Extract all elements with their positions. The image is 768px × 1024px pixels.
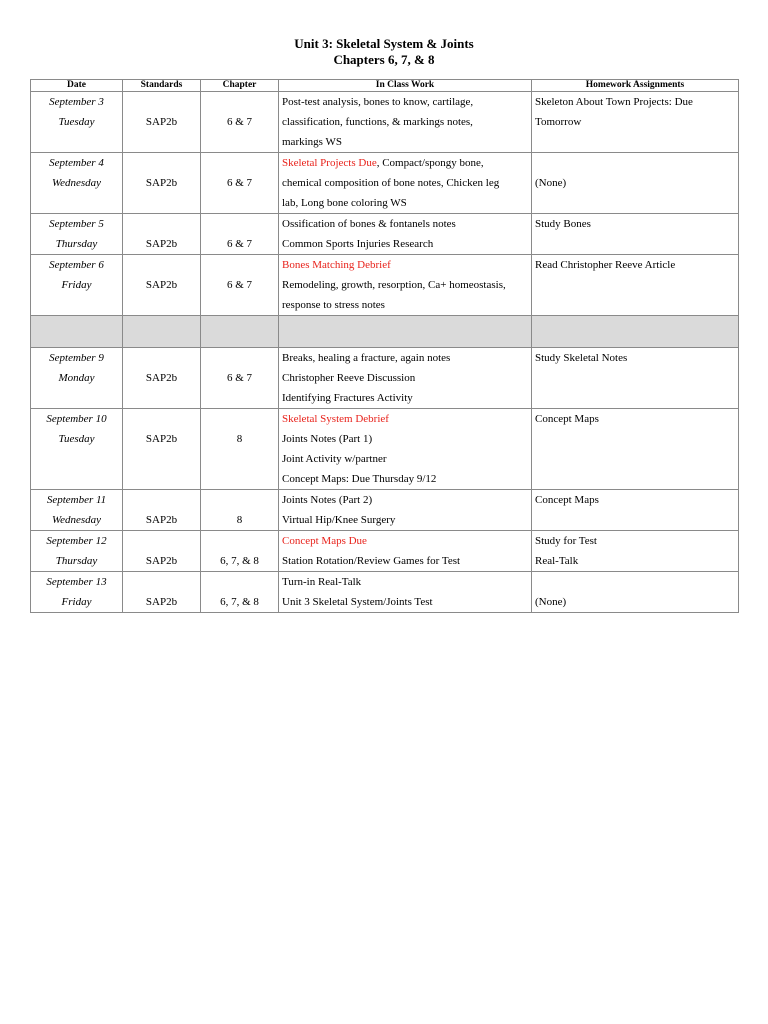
date-text: September 4	[49, 157, 104, 169]
classwork-cell	[279, 409, 532, 490]
chapter-cell	[201, 572, 279, 613]
weekday-text: Wednesday	[51, 177, 102, 189]
chapter-cell	[201, 153, 279, 214]
blank-cell	[532, 316, 739, 348]
chapter-cell	[201, 490, 279, 531]
weekday-text: Wednesday	[51, 514, 102, 526]
chapter-cell	[201, 531, 279, 572]
header-row	[31, 80, 739, 92]
classwork-cell	[279, 153, 532, 214]
table-row	[31, 409, 739, 490]
chapter-text: 6 & 7	[226, 372, 253, 384]
chapter-cell	[201, 255, 279, 316]
homework-text: Skeleton About Town Projects: Due	[535, 96, 693, 108]
chapter-cell	[201, 348, 279, 409]
blank-cell	[123, 316, 201, 348]
classwork-line	[282, 531, 528, 551]
chapter-cell	[201, 409, 279, 490]
classwork-line	[282, 193, 528, 213]
classwork-cell	[279, 92, 532, 153]
table-row	[31, 490, 739, 531]
classwork-line	[282, 275, 528, 295]
classwork-text: Christopher Reeve Discussion	[282, 372, 416, 384]
spacer	[204, 92, 275, 112]
standard-text: SAP2b	[145, 279, 178, 291]
spacer	[126, 572, 197, 592]
homework-cell	[532, 490, 739, 531]
classwork-text: Remodeling, growth, resorption, Ca+ homeostasis,	[282, 279, 506, 291]
date-cell	[31, 214, 123, 255]
classwork-cell	[279, 348, 532, 409]
spacer	[126, 255, 197, 275]
standards-cell	[123, 490, 201, 531]
homework-text: Concept Maps	[535, 413, 599, 425]
chapter-text: 6 & 7	[226, 177, 253, 189]
chapter-text: 6 & 7	[226, 279, 253, 291]
homework-cell	[532, 214, 739, 255]
date-cell	[31, 348, 123, 409]
homework-text: Study Bones	[535, 218, 591, 230]
chapter-text: 6 & 7	[226, 238, 253, 250]
classwork-text: , Compact/spongy bone,	[376, 157, 484, 169]
spacer	[204, 153, 275, 173]
chapter-text: 8	[236, 433, 243, 445]
homework-text: Study Skeletal Notes	[535, 352, 628, 364]
date-cell	[31, 531, 123, 572]
date-cell	[31, 92, 123, 153]
homework-text: Real-Talk	[535, 555, 579, 567]
date-text: September 9	[49, 352, 104, 364]
classwork-line	[282, 214, 528, 234]
classwork-cell	[279, 572, 532, 613]
classwork-text: Joint Activity w/partner	[282, 453, 387, 465]
classwork-cell	[279, 214, 532, 255]
classwork-text: Joints Notes (Part 2)	[282, 494, 373, 506]
spacer	[126, 531, 197, 551]
header-standards: Standards	[123, 80, 201, 92]
chapter-cell	[201, 214, 279, 255]
classwork-text: Breaks, healing a fracture, again notes	[282, 352, 451, 364]
spacer	[204, 490, 275, 510]
classwork-cell	[279, 531, 532, 572]
chapter-text: 6, 7, & 8	[220, 555, 259, 567]
homework-cell	[532, 409, 739, 490]
highlight-text: Bones Matching Debrief	[282, 259, 391, 271]
spacer	[204, 572, 275, 592]
header-chapter: Chapter	[201, 80, 279, 92]
classwork-text: classification, functions, & markings notes,	[282, 116, 473, 128]
document-title: Unit 3: Skeletal System & Joints	[294, 36, 474, 51]
schedule-table	[30, 79, 739, 613]
weekday-text: Tuesday	[58, 433, 95, 445]
classwork-text: Common Sports Injuries Research	[282, 238, 434, 250]
table-row	[31, 153, 739, 214]
classwork-line	[282, 348, 528, 368]
spacer	[204, 214, 275, 234]
standards-cell	[123, 572, 201, 613]
homework-cell	[532, 255, 739, 316]
classwork-line	[282, 592, 528, 612]
classwork-text: chemical composition of bone notes, Chicken leg	[282, 177, 500, 189]
date-cell	[31, 490, 123, 531]
spacer	[204, 531, 275, 551]
spacer	[126, 348, 197, 368]
standard-text: SAP2b	[145, 514, 178, 526]
standard-text: SAP2b	[145, 238, 178, 250]
classwork-line	[282, 551, 528, 571]
standard-text: SAP2b	[145, 177, 178, 189]
classwork-line	[282, 572, 528, 592]
document-subtitle: Chapters 6, 7, & 8	[333, 52, 435, 67]
title-block	[0, 36, 768, 68]
classwork-cell	[279, 490, 532, 531]
classwork-text: Concept Maps: Due Thursday 9/12	[282, 473, 437, 485]
classwork-line	[282, 510, 528, 530]
blank-cell	[31, 316, 123, 348]
standard-text: SAP2b	[145, 555, 178, 567]
table-row	[31, 214, 739, 255]
table-row	[31, 92, 739, 153]
weekday-text: Friday	[61, 596, 92, 608]
homework-text: (None)	[535, 177, 567, 189]
spacer	[126, 153, 197, 173]
classwork-line	[282, 234, 528, 254]
classwork-text: markings WS	[282, 136, 342, 148]
classwork-text: lab, Long bone coloring WS	[282, 197, 407, 209]
date-text: September 12	[46, 535, 107, 547]
date-text: September 3	[49, 96, 104, 108]
weekday-text: Tuesday	[58, 116, 95, 128]
chapter-text: 6, 7, & 8	[220, 596, 259, 608]
classwork-text: Identifying Fractures Activity	[282, 392, 413, 404]
standards-cell	[123, 153, 201, 214]
spacer	[204, 348, 275, 368]
classwork-line	[282, 409, 528, 429]
classwork-text: Unit 3 Skeletal System/Joints Test	[282, 596, 433, 608]
date-cell	[31, 409, 123, 490]
homework-text: (None)	[535, 596, 567, 608]
homework-text	[535, 572, 735, 592]
homework-text: Read Christopher Reeve Article	[535, 259, 676, 271]
classwork-cell	[279, 255, 532, 316]
classwork-line	[282, 173, 528, 193]
standards-cell	[123, 92, 201, 153]
standards-cell	[123, 531, 201, 572]
classwork-line	[282, 449, 528, 469]
schedule-body	[31, 92, 739, 613]
weekday-text: Thursday	[55, 238, 98, 250]
standards-cell	[123, 255, 201, 316]
blank-row	[31, 316, 739, 348]
date-text: September 13	[46, 576, 107, 588]
standard-text: SAP2b	[145, 116, 178, 128]
classwork-text: Turn-in Real-Talk	[282, 576, 362, 588]
chapter-cell	[201, 92, 279, 153]
classwork-line	[282, 368, 528, 388]
weekday-text: Thursday	[55, 555, 98, 567]
classwork-text: Station Rotation/Review Games for Test	[282, 555, 461, 567]
standards-cell	[123, 409, 201, 490]
classwork-text: Ossification of bones & fontanels notes	[282, 218, 456, 230]
standards-cell	[123, 214, 201, 255]
chapter-text: 6 & 7	[226, 116, 253, 128]
blank-cell	[279, 316, 532, 348]
date-text: September 11	[46, 494, 107, 506]
weekday-text: Friday	[61, 279, 92, 291]
date-cell	[31, 153, 123, 214]
classwork-line	[282, 429, 528, 449]
spacer	[204, 409, 275, 429]
date-text: September 5	[49, 218, 104, 230]
date-cell	[31, 572, 123, 613]
classwork-text: Virtual Hip/Knee Surgery	[282, 514, 396, 526]
classwork-line	[282, 295, 528, 315]
classwork-text: response to stress notes	[282, 299, 385, 311]
spacer	[126, 92, 197, 112]
date-text: September 6	[49, 259, 104, 271]
classwork-text: Post-test analysis, bones to know, cartilage,	[282, 96, 474, 108]
homework-text: Study for Test	[535, 535, 597, 547]
date-text: September 10	[46, 413, 107, 425]
header-homework: Homework Assignments	[532, 80, 739, 92]
classwork-line	[282, 469, 528, 489]
highlight-text: Concept Maps Due	[282, 535, 367, 547]
classwork-line	[282, 112, 528, 132]
table-row	[31, 572, 739, 613]
spacer	[204, 255, 275, 275]
classwork-line	[282, 153, 528, 173]
homework-cell	[532, 531, 739, 572]
homework-cell	[532, 348, 739, 409]
standards-cell	[123, 348, 201, 409]
table-row	[31, 531, 739, 572]
table-row	[31, 348, 739, 409]
date-cell	[31, 255, 123, 316]
spacer	[126, 490, 197, 510]
chapter-text: 8	[236, 514, 243, 526]
homework-text	[535, 153, 735, 173]
standard-text: SAP2b	[145, 372, 178, 384]
homework-text: Concept Maps	[535, 494, 599, 506]
classwork-line	[282, 92, 528, 112]
classwork-line	[282, 388, 528, 408]
weekday-text: Monday	[58, 372, 95, 384]
header-in-class-work: In Class Work	[279, 80, 532, 92]
classwork-line	[282, 132, 528, 152]
homework-cell	[532, 572, 739, 613]
standard-text: SAP2b	[145, 596, 178, 608]
spacer	[126, 409, 197, 429]
header-date: Date	[31, 80, 123, 92]
classwork-line	[282, 490, 528, 510]
blank-cell	[201, 316, 279, 348]
homework-cell	[532, 153, 739, 214]
highlight-text: Skeletal System Debrief	[282, 413, 389, 425]
standard-text: SAP2b	[145, 433, 178, 445]
highlight-text: Skeletal Projects Due	[282, 157, 377, 169]
homework-text: Tomorrow	[535, 116, 582, 128]
classwork-text: Joints Notes (Part 1)	[282, 433, 373, 445]
spacer	[126, 214, 197, 234]
table-row	[31, 255, 739, 316]
classwork-line	[282, 255, 528, 275]
homework-cell	[532, 92, 739, 153]
